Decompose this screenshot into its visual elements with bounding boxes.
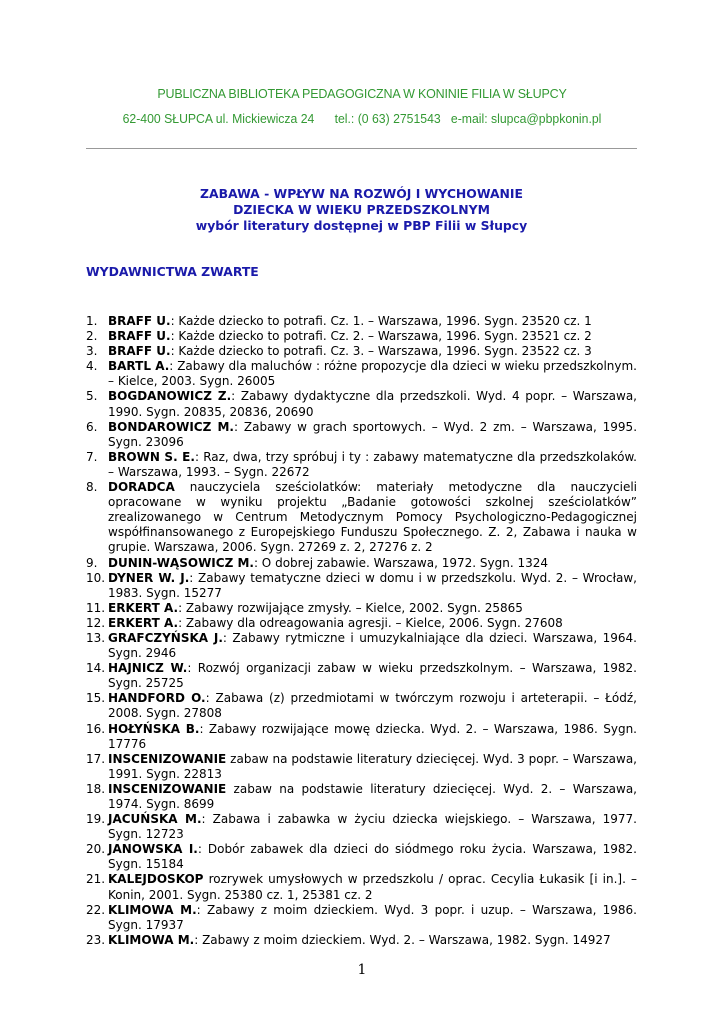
entry-number: 19. [86,812,106,827]
entry-description: zabaw na podstawie literatury dziecięcej. Wyd. 2. – Warszawa, 1974. Sygn. 8699 [108,781,637,811]
bibliography-entry [86,842,637,872]
entry-number: 15. [86,691,106,706]
bibliography-entry [86,782,637,812]
entry-description: : Każde dziecko to potrafi. Cz. 1. – Warszawa, 1996. Sygn. 23520 cz. 1 [170,314,592,328]
entry-description: : Rozwój organizacji zabaw w wieku przedszkolnym. – Warszawa, 1982. Sygn. 25725 [108,661,637,691]
entry-description: : Każde dziecko to potrafi. Cz. 2. – Warszawa, 1996. Sygn. 23521 cz. 2 [170,329,592,344]
entry-description: zabaw na podstawie literatury dziecięcej. Wyd. 3 popr. – Warszawa, 1991. Sygn. 22813 [108,751,637,781]
bibliography-entry [86,933,637,948]
bibliography-entry [86,722,637,752]
entry-number: 8. [86,480,98,495]
bibliography-entry [86,344,637,359]
entry-description: : Zabawy rozwijające mowę dziecka. Wyd. 2. – Warszawa, 1986. Sygn. 17776 [108,721,637,751]
entry-description: : O dobrej zabawie. Warszawa, 1972. Sygn. 1324 [253,555,548,570]
library-contact [29,111,695,126]
document-subtitle: wybór literatury dostępnej w PBP Filii w Słupcy [195,218,528,233]
entry-number: 4. [86,359,98,374]
entry-author: HANDFORD O. [108,691,206,706]
entry-number: 9. [86,555,98,570]
entry-number: 16. [86,721,106,736]
entry-author: DYNER W. J. [108,570,190,585]
entry-number: 20. [86,842,106,857]
entry-number: 17. [86,751,106,766]
entry-number: 2. [86,329,98,344]
entry-description: : Zabawy z moim dzieckiem. Wyd. 2. – Warszawa, 1982. Sygn. 14927 [194,932,611,947]
entry-author: BOGDANOWICZ Z. [108,389,232,404]
entry-description: : Zabawy rytmiczne i umuzykalniające dla dzieci. Warszawa, 1964. Sygn. 2946 [108,630,637,661]
page-number: 1 [357,962,367,978]
entry-description: : Zabawa (z) przedmiotami w twórczym rozwoju i arteterapii. – Łódź, 2008. Sygn. 27808 [108,691,637,721]
entry-author: DORADCA [108,480,175,495]
bibliography-entry [86,450,637,480]
entry-number: 22. [86,902,106,917]
entry-description: : Każde dziecko to potrafi. Cz. 3. – Warszawa, 1996. Sygn. 23522 cz. 3 [170,344,592,359]
library-address: 62-400 SŁUPCA ul. Mickiewicza 24 [122,111,315,126]
entry-author: INSCENIZOWANIE [108,781,227,796]
entry-description: : Zabawy rozwijające zmysły. – Kielce, 2002. Sygn. 25865 [178,600,523,615]
entry-description: : Zabawy dla odreagowania agresji. – Kielce, 2006. Sygn. 27608 [178,615,563,630]
bibliography-entry [86,389,637,419]
document-title-line1: ZABAWA - WPŁYW NA ROZWÓJ I WYCHOWANIE [200,186,523,201]
entry-number: 14. [86,661,106,676]
entry-number: 23. [86,932,106,947]
entry-number: 13. [86,630,106,645]
entry-author: HAJNICZ W. [108,661,188,676]
entry-number: 18. [86,781,106,796]
bibliography-entry [86,556,637,571]
entry-author: HOŁYŃSKA B. [108,721,200,736]
entry-author: JANOWSKA I. [108,842,198,857]
bibliography-entry [86,752,637,782]
bibliography-entry [86,631,637,661]
entry-author: GRAFCZYŃSKA J. [108,630,223,645]
entry-author: BONDAROWICZ M. [108,419,234,434]
bibliography-entry [86,480,637,555]
entry-author: INSCENIZOWANIE [108,751,227,766]
bibliography-entry [86,616,637,631]
entry-author: ERKERT A. [108,615,179,630]
bibliography-entry [86,601,637,616]
entry-description: : Zabawy dydaktyczne dla przedszkoli. Wyd. 4 popr. – Warszawa, 1990. Sygn. 20835, 20836, 20690 [108,389,637,419]
entry-author: KLIMOWA M. [108,902,197,917]
entry-author: ERKERT A. [108,600,179,615]
library-name: PUBLICZNA BIBLIOTEKA PEDAGOGICZNA W KONINIE FILIA W SŁUPCY [157,86,567,101]
entry-description: : Zabawy w grach sportowych. – Wyd. 2 zm. – Warszawa, 1995. Sygn. 23096 [108,419,638,449]
entry-number: 6. [86,419,98,434]
bibliography-entry [86,359,637,389]
section-heading: WYDAWNICTWA ZWARTE [86,264,259,279]
entry-description: : Zabawy z moim dzieckiem. Wyd. 3 popr. i uzup. – Warszawa, 1986. Sygn. 17937 [108,902,637,932]
entry-author: DUNIN-WĄSOWICZ M. [108,555,254,570]
entry-number: 3. [86,344,98,359]
entry-author: BRAFF U. [108,344,171,359]
bibliography-entry [86,314,637,329]
bibliography-list [86,314,637,948]
entry-number: 10. [86,570,106,585]
library-email: e-mail: slupca@pbpkonin.pl [450,111,602,126]
entry-number: 5. [86,389,98,404]
entry-author: BRAFF U. [108,314,171,328]
bibliography-entry [86,903,637,933]
bibliography-entry [86,420,637,450]
bibliography-entry [86,812,637,842]
entry-description: : Zabawy tematyczne dzieci w domu i w przedszkolu. Wyd. 2. – Wrocław, 1983. Sygn. 15277 [108,570,637,600]
entry-number: 12. [86,615,106,630]
entry-description: nauczyciela sześciolatków: materiały metodyczne dla nauczycieli opracowane w wyniku projektu „Badanie gotowości szkolnej sześciolatków” zrealizowanego w Centrum Metodycznym Pomocy Psychologiczno-Pedagogicznej współfinansowanego z Europejskiego Funduszu Społecznego. Z. 2, Zabawa i nauka w grupie. Warszawa, 2006. Sygn. 27269 z. 2, 27276 z. 2 [108,480,637,555]
entry-description: : Dobór zabawek dla dzieci do siódmego roku życia. Warszawa, 1982. Sygn. 15184 [108,842,637,872]
entry-description: : Zabawy dla maluchów : różne propozycje dla dzieci w wieku przedszkolnym. – Kielce, 2003. Sygn. 26005 [108,359,637,389]
entry-description: : Raz, dwa, trzy spróbuj i ty : zabawy matematyczne dla przedszkolaków. – Warszawa, 1993. – Sygn. 22672 [108,449,637,479]
bibliography-entry [86,571,637,601]
entry-number: 21. [86,872,106,887]
entry-author: BROWN S. E. [108,449,195,464]
bibliography-entry [86,872,637,902]
library-phone: tel.: (0 63) 2751543 [334,111,441,126]
entry-number: 7. [86,449,98,464]
entry-author: KLIMOWA M. [108,932,195,947]
entry-description: : Zabawa i zabawka w życiu dziecka wiejskiego. – Warszawa, 1977. Sygn. 12723 [108,812,637,842]
bibliography-entry [86,691,637,721]
entry-number: 1. [86,314,98,328]
entry-author: BARTL A. [108,359,170,374]
document-title-line2: DZIECKA W WIEKU PRZEDSZKOLNYM [233,202,490,217]
bibliography-entry [86,329,637,344]
bibliography-entry [86,661,637,691]
entry-author: BRAFF U. [108,329,171,344]
entry-description: rozrywek umysłowych w przedszkolu / oprac. Cecylia Łukasik [i in.]. – Konin, 2001. Sygn. 25380 cz. 1, 25381 cz. 2 [108,872,637,902]
entry-author: JACUŃSKA M. [108,812,202,827]
entry-author: KALEJDOSKOP [108,872,204,887]
header-divider [86,148,637,149]
entry-number: 11. [86,600,106,615]
